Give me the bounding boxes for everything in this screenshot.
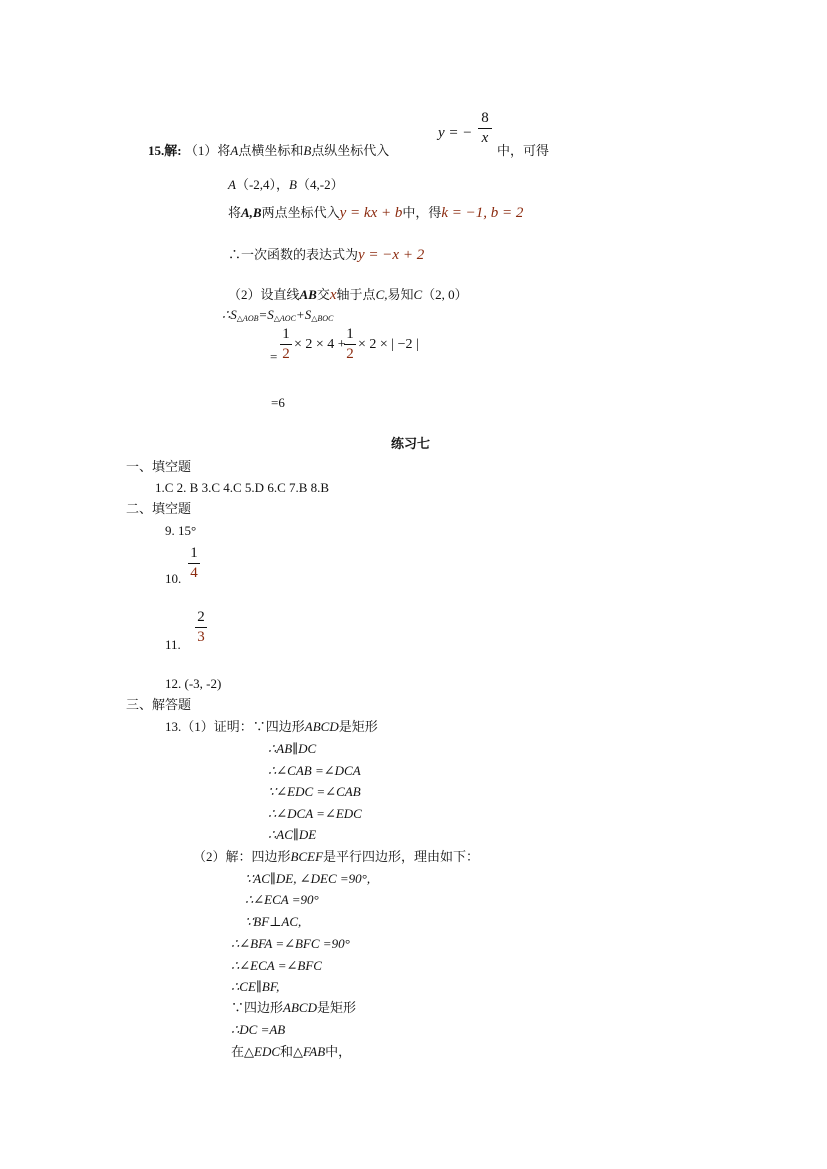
var-b: B — [289, 177, 297, 192]
problem-15-line1 — [148, 142, 389, 160]
reason-line-6: ∴CE∥BF, — [231, 979, 280, 994]
answer-10-label: 10. — [165, 571, 182, 586]
numerator: 1 — [346, 326, 354, 342]
area-line — [222, 306, 333, 328]
text: （2）设直线 — [228, 287, 300, 302]
numerator: 1 — [282, 326, 290, 342]
text: 13.（1）证明：∵四边形 — [165, 719, 305, 734]
step1-prefix: （1）将 — [184, 143, 231, 158]
step2-line — [228, 286, 468, 304]
text: 两点坐标代入 — [261, 205, 340, 220]
text: =S — [258, 307, 274, 322]
calc-eq: = — [270, 349, 278, 364]
text: 是矩形 — [316, 1000, 356, 1015]
fraction-1-4 — [188, 545, 200, 582]
var-c: C — [413, 287, 423, 302]
part2-line — [193, 848, 479, 866]
section-1-answers: 1.C 2. B 3.C 4.C 5.D 6.C 7.B 8.B — [155, 480, 330, 495]
var-b: B — [303, 143, 312, 158]
text: 轴于点 — [336, 287, 376, 302]
equation-linear: y = −x + 2 — [358, 247, 425, 263]
denominator: 3 — [197, 629, 205, 645]
reason-line-3: ∵BF⊥AC, — [245, 914, 302, 929]
points-line — [228, 176, 344, 194]
denominator: 4 — [190, 565, 198, 581]
point-b-value: （4,-2） — [297, 177, 344, 192]
var-a: A — [230, 143, 239, 158]
numerator: 8 — [481, 110, 489, 126]
proof-line-4: ∴∠DCA =∠EDC — [268, 806, 362, 821]
text: 和△ — [280, 1044, 303, 1059]
subscript: △BOC — [311, 314, 334, 323]
text: ∴S — [222, 307, 237, 322]
answer-12: 12. (-3, -2) — [165, 676, 222, 691]
section-3-heading: 三、解答题 — [126, 697, 192, 712]
reason-line-5: ∴∠ECA =∠BFC — [231, 958, 322, 973]
var-edc: EDC — [254, 1044, 280, 1059]
text: 中， — [325, 1044, 352, 1059]
section-1-heading: 一、填空题 — [126, 459, 192, 474]
section-title: 练习七 — [391, 437, 431, 452]
var-ab: AB — [299, 287, 317, 302]
calc-term-1: × 2 × 4 + — [294, 337, 346, 352]
proof-line-1: ∴AB∥DC — [268, 741, 317, 756]
proof-line-3: ∵∠EDC =∠CAB — [268, 784, 361, 799]
section-2-heading: 二、填空题 — [126, 501, 192, 516]
result: =6 — [271, 395, 285, 410]
reason-line-7 — [231, 999, 356, 1017]
reason-line-9 — [231, 1043, 351, 1061]
var-bcef: BCEF — [290, 849, 324, 864]
text: ∴一次函数的表达式为 — [228, 247, 359, 262]
answer-11-label: 11. — [165, 637, 181, 652]
fraction-half-1 — [280, 326, 292, 363]
fraction-2-3 — [195, 609, 207, 646]
calc-term-2: × 2 × | −2 | — [358, 337, 419, 352]
numerator: 1 — [190, 545, 198, 561]
text: 易知 — [387, 287, 414, 302]
text: 交 — [316, 287, 330, 302]
reason-line-8: ∴DC =AB — [231, 1022, 286, 1037]
var-x: x — [329, 287, 337, 303]
reason-line-1: ∵AC∥DE, ∠DEC =90°, — [245, 871, 371, 886]
text: 是矩形 — [338, 719, 378, 734]
equation-y-lhs: y = − — [438, 125, 473, 141]
text: 是平行四边形，理由如下： — [323, 849, 480, 864]
text: 将 — [228, 205, 242, 220]
text: ∵四边形 — [231, 1000, 284, 1015]
q13-line — [165, 718, 378, 736]
text: 点纵坐标代入 — [311, 143, 390, 158]
var-fab: FAB — [303, 1044, 326, 1059]
answer-9: 9. 15° — [165, 523, 197, 538]
var-abcd: ABCD — [304, 719, 339, 734]
denominator: 2 — [282, 346, 290, 362]
expression-line — [228, 246, 424, 264]
point-a-value: （-2,4）， — [235, 177, 290, 192]
text: 在△ — [231, 1044, 254, 1059]
denominator: 2 — [346, 346, 354, 362]
var-ab: A,B — [241, 205, 262, 220]
var-a: A — [228, 177, 236, 192]
equation-result: k = −1, b = 2 — [441, 205, 524, 221]
equation-kx-b: y = kx + b — [339, 205, 403, 221]
var-abcd: ABCD — [283, 1000, 317, 1015]
subscript: △AOB — [236, 314, 259, 323]
denominator: x — [481, 130, 489, 146]
text: +S — [295, 307, 312, 322]
var-c: C, — [375, 287, 388, 302]
proof-line-5: ∴AC∥DE — [268, 827, 317, 842]
fraction-8-over-x — [478, 110, 492, 147]
coordinate: （2, 0） — [422, 287, 468, 302]
proof-line-2: ∴∠CAB =∠DCA — [268, 763, 361, 778]
fraction-half-2 — [344, 326, 356, 363]
subscript: △AOC — [273, 314, 296, 323]
substitute-line — [228, 204, 523, 222]
reason-line-4: ∴∠BFA =∠BFC =90° — [231, 936, 350, 951]
text-post: 中，可得 — [497, 143, 550, 158]
text: 点横坐标和 — [238, 143, 304, 158]
reason-line-2: ∴∠ECA =90° — [245, 892, 319, 907]
text: 中，得 — [402, 205, 442, 220]
problem-label: 15.解: — [148, 143, 182, 158]
numerator: 2 — [197, 609, 205, 625]
text: （2）解：四边形 — [193, 849, 291, 864]
